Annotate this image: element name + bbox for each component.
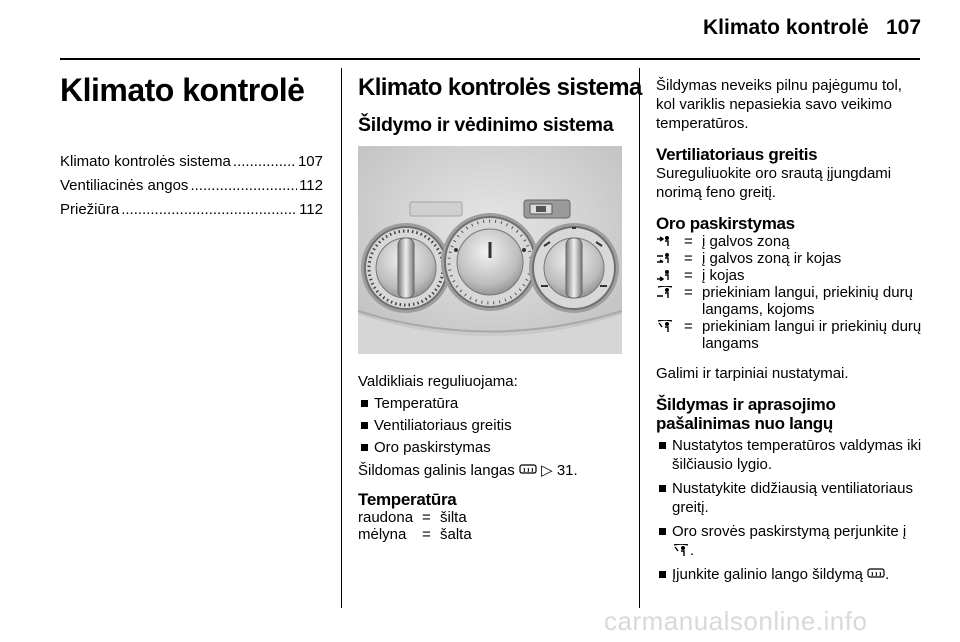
control-bullet: Oro paskirstymas <box>358 438 628 457</box>
temperature-row: raudona = šilta <box>358 509 467 526</box>
feet-airflow-icon <box>656 267 684 284</box>
defrost-bullet: Oro srovės paskirstymą perjunkite į . <box>656 522 924 560</box>
control-bullet: Temperatūra <box>358 394 628 413</box>
header-section-title: Klimato kontrolė <box>703 16 869 39</box>
distribution-row: = į galvos zoną ir kojas <box>656 250 924 267</box>
chapter-title: Klimato kontrolė <box>60 72 305 108</box>
toc-entry[interactable]: Priežiūra ..... 112 <box>60 198 323 222</box>
distribution-row: = priekiniam langui ir priekinių durų langams <box>656 318 924 352</box>
head-airflow-icon <box>656 233 684 250</box>
temperature-row: mėlyna = šalta <box>358 526 472 543</box>
windscreen-feet-airflow-icon <box>656 284 684 318</box>
distribution-row: = į kojas <box>656 267 924 284</box>
air-distribution-heading: Oro paskirstymas <box>656 214 795 233</box>
toc-entry[interactable]: Klimato kontrolės sistema ..... 107 <box>60 150 323 174</box>
distribution-row: = į galvos zoną <box>656 233 924 250</box>
rear-window-heating-icon <box>867 568 885 580</box>
page-header <box>0 0 960 60</box>
controls-intro: Valdikliais reguliuojama: <box>358 373 518 390</box>
fan-speed-heading: Vertiliatoriaus greitis <box>656 145 818 164</box>
section-title: Klimato kontrolės sistema <box>358 74 642 101</box>
page-reference-arrow-icon: ▷ <box>541 462 553 479</box>
defrost-bullet: Įjunkite galinio lango šildymą . <box>656 565 924 584</box>
right-body <box>656 76 924 584</box>
rear-window-line: Šildomas galinis langas ▷ 31. <box>358 462 578 479</box>
watermark: carmanualsonline.info <box>604 606 868 636</box>
header-rule <box>60 58 920 60</box>
climate-control-panel-photo <box>358 146 622 354</box>
defrost-bullet: Nustatytos temperatūros valdymas iki šilčiausio lygio. <box>656 436 924 474</box>
control-bullet: Ventiliatoriaus greitis <box>358 416 628 435</box>
fan-speed-text: Sureguliuokite oro srautą įjungdami norimą feno greitį. <box>656 165 892 201</box>
section-subtitle: Šildymo ir vėdinimo sistema <box>358 114 614 136</box>
head-feet-airflow-icon <box>656 250 684 267</box>
header-page-number: 107 <box>886 16 922 39</box>
warmup-paragraph: Šildymas neveiks pilnu pajėgumu tol, kol variklis nepasiekia savo veikimo temperatūros. <box>656 77 902 132</box>
toc-entry[interactable]: Ventiliacinės angos ..... 112 <box>60 174 323 198</box>
column-divider-right <box>639 68 640 608</box>
windscreen-airflow-icon <box>672 544 690 556</box>
page-reference[interactable]: 31. <box>556 462 578 479</box>
intermediate-settings-text: Galimi ir tarpiniai nustatymai. <box>656 365 849 382</box>
table-of-contents <box>60 150 323 222</box>
defrost-bullet: Nustatykite didžiausią ventiliatoriaus greitį. <box>656 479 924 517</box>
temperature-heading: Temperatūra <box>358 490 457 509</box>
windscreen-airflow-icon <box>656 318 684 352</box>
distribution-row: = priekiniam langui, priekinių durų langams, kojoms <box>656 284 924 318</box>
rear-window-heating-icon <box>519 464 537 476</box>
middle-body <box>358 372 628 543</box>
column-divider-left <box>341 68 342 608</box>
defrost-heading: Šildymas ir aprasojimo pašalinimas nuo langų <box>656 395 836 433</box>
